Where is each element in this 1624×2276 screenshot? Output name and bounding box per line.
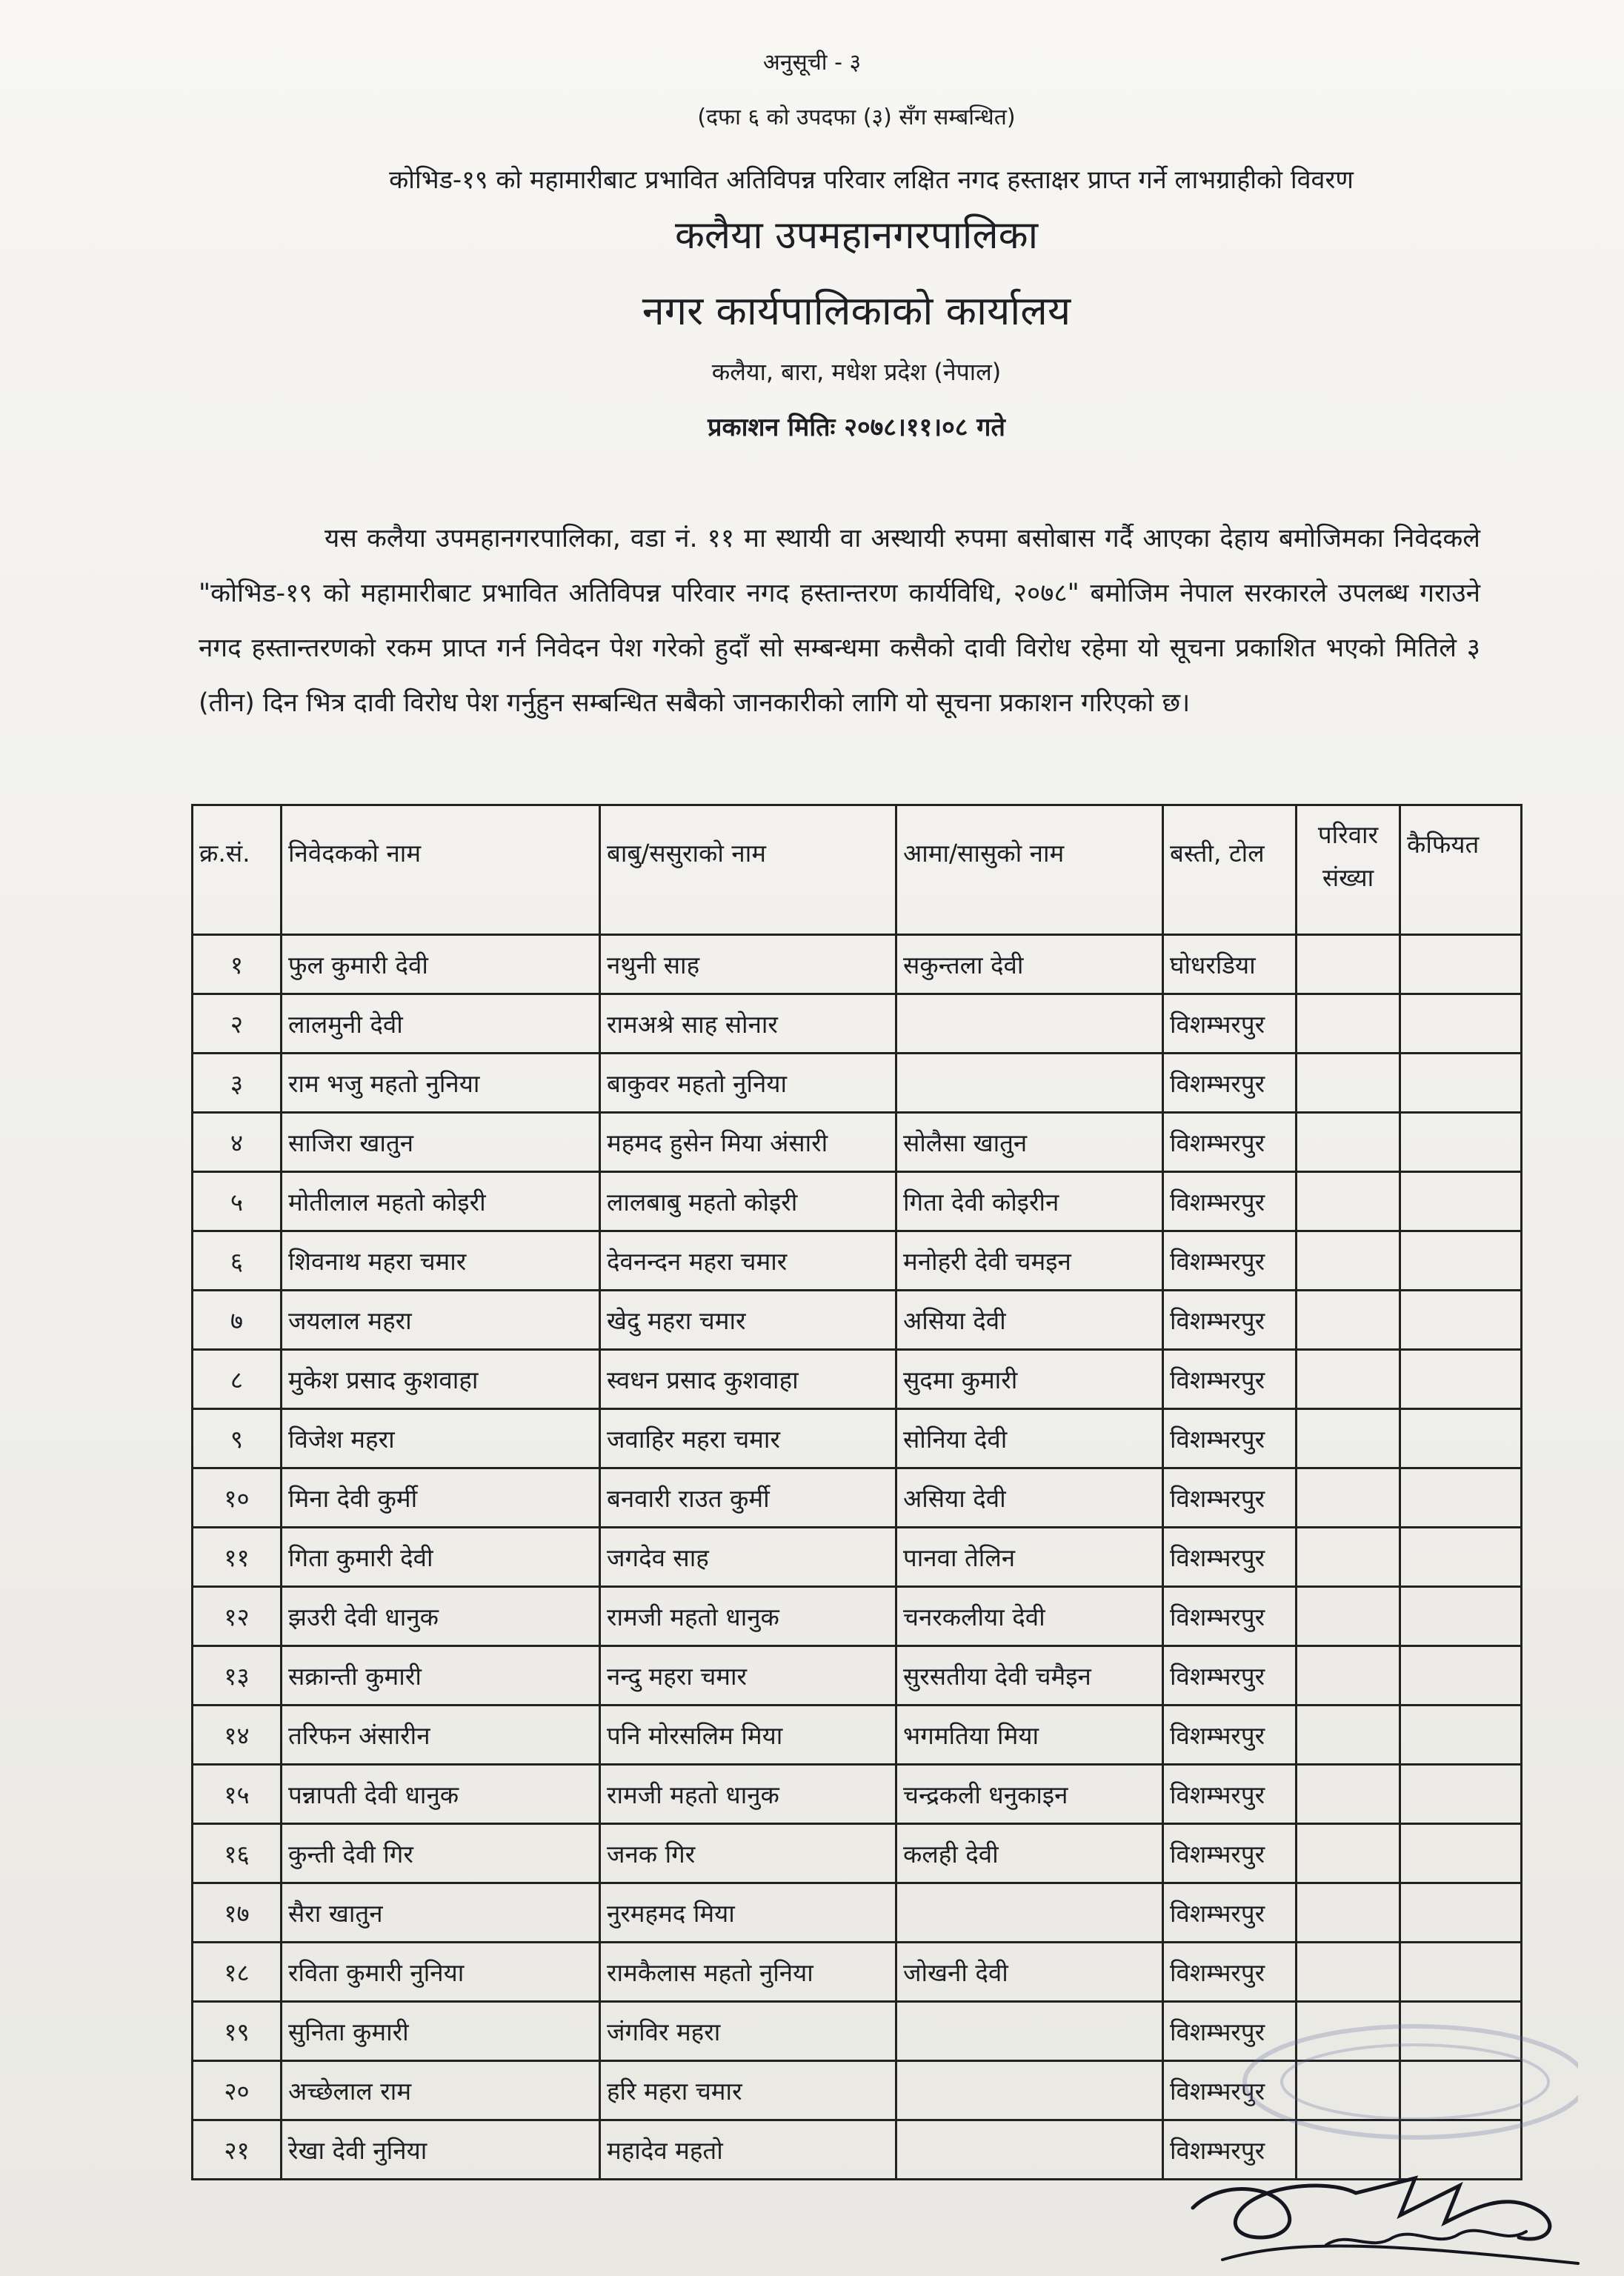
cell-mother: सोनिया देवी: [896, 1409, 1163, 1468]
cell-remarks: [1400, 1646, 1522, 1706]
cell-applicant: सक्रान्ती कुमारी: [282, 1646, 600, 1706]
clause-reference: (दफा ६ को उपदफा (३) सँग सम्बन्धित): [697, 104, 1016, 130]
cell-remarks: [1400, 1054, 1522, 1113]
cell-remarks: [1400, 1706, 1522, 1765]
cell-applicant: झउरी देवी धानुक: [282, 1587, 600, 1646]
cell-applicant: फुल कुमारी देवी: [282, 935, 600, 994]
beneficiary-table: [191, 804, 1522, 2180]
cell-father: खेदु महरा चमार: [600, 1291, 896, 1350]
office-address: कलैया, बारा, मधेश प्रदेश (नेपाल): [711, 358, 1002, 386]
cell-father: जनक गिर: [600, 1824, 896, 1883]
cell-family: [1297, 1883, 1400, 1943]
table-row: [193, 1409, 1522, 1468]
cell-applicant: सुनिता कुमारी: [282, 2002, 600, 2061]
cell-tole: विशम्भरपुर: [1163, 1113, 1297, 1172]
cell-sn: १: [193, 935, 282, 994]
cell-mother: सोलैसा खातुन: [896, 1113, 1163, 1172]
cell-sn: १०: [193, 1468, 282, 1528]
cell-father: महमद हुसेन मिया अंसारी: [600, 1113, 896, 1172]
cell-sn: ४: [193, 1113, 282, 1172]
cell-father: महादेव महतो: [600, 2120, 896, 2180]
col-header-family-line2: संख्या: [1322, 863, 1374, 892]
cell-mother: कलही देवी: [896, 1824, 1163, 1883]
col-header-tole: बस्ती, टोल: [1163, 805, 1297, 935]
cell-remarks: [1400, 1468, 1522, 1528]
table-row: [193, 1824, 1522, 1883]
cell-remarks: [1400, 1883, 1522, 1943]
cell-remarks: [1400, 1113, 1522, 1172]
cell-sn: १९: [193, 2002, 282, 2061]
cell-applicant: साजिरा खातुन: [282, 1113, 600, 1172]
cell-tole: विशम्भरपुर: [1163, 1172, 1297, 1231]
table-row: [193, 1172, 1522, 1231]
table-row: [193, 1883, 1522, 1943]
table-header-row: [193, 805, 1522, 935]
cell-mother: मनोहरी देवी चमइन: [896, 1231, 1163, 1291]
cell-tole: विशम्भरपुर: [1163, 1231, 1297, 1291]
municipality-name: कलैया उपमहानगरपालिका: [674, 213, 1039, 258]
cell-remarks: [1400, 1172, 1522, 1231]
cell-tole: विशम्भरपुर: [1163, 2120, 1297, 2180]
table-row: [193, 1646, 1522, 1706]
cell-applicant: राम भजु महतो नुनिया: [282, 1054, 600, 1113]
cell-mother: [896, 2120, 1163, 2180]
cell-mother: [896, 2002, 1163, 2061]
table-row: [193, 1113, 1522, 1172]
cell-tole: विशम्भरपुर: [1163, 1350, 1297, 1409]
cell-family: [1297, 1172, 1400, 1231]
cell-sn: १८: [193, 1943, 282, 2002]
publication-date: प्रकाशन मितिः २०७८।११।०८ गते: [708, 413, 1005, 442]
cell-tole: विशम्भरपुर: [1163, 1587, 1297, 1646]
table-row: [193, 1291, 1522, 1350]
cell-remarks: [1400, 1765, 1522, 1824]
cell-applicant: गिता कुमारी देवी: [282, 1528, 600, 1587]
cell-sn: २१: [193, 2120, 282, 2180]
cell-father: रामअश्रे साह सोनार: [600, 994, 896, 1054]
cell-sn: ६: [193, 1231, 282, 1291]
signature-mark: [1178, 2163, 1593, 2275]
table-row: [193, 935, 1522, 994]
cell-father: रामजी महतो धानुक: [600, 1587, 896, 1646]
cell-family: [1297, 1765, 1400, 1824]
cell-family: [1297, 1824, 1400, 1883]
cell-family: [1297, 1587, 1400, 1646]
cell-mother: [896, 1054, 1163, 1113]
cell-tole: विशम्भरपुर: [1163, 1824, 1297, 1883]
cell-tole: विशम्भरपुर: [1163, 1706, 1297, 1765]
cell-applicant: तरिफन अंसारीन: [282, 1706, 600, 1765]
cell-remarks: [1400, 1291, 1522, 1350]
cell-applicant: जयलाल महरा: [282, 1291, 600, 1350]
cell-father: स्वधन प्रसाद कुशवाहा: [600, 1350, 896, 1409]
cell-family: [1297, 1468, 1400, 1528]
col-header-family: [1297, 805, 1400, 935]
cell-mother: सुरसतीया देवी चमैइन: [896, 1646, 1163, 1706]
cell-applicant: रविता कुमारी नुनिया: [282, 1943, 600, 2002]
col-header-sn: क्र.सं.: [193, 805, 282, 935]
cell-family: [1297, 994, 1400, 1054]
cell-tole: विशम्भरपुर: [1163, 1528, 1297, 1587]
cell-father: बनवारी राउत कुर्मी: [600, 1468, 896, 1528]
cell-applicant: लालमुनी देवी: [282, 994, 600, 1054]
notice-paragraph: यस कलैया उपमहानगरपालिका, वडा नं. ११ मा स्थायी वा अस्थायी रुपमा बसोबास गर्दै आएका देहाय बमोजिमका निवेदकले "कोभिड-१९ को महामारीबाट प्रभावित अतिविपन्न परिवार नगद हस्तान्तरण कार्यविधि, २०७८" बमोजिम नेपाल सरकारले उपलब्ध गराउने नगद हस्तान्तरणको रकम प्राप्त गर्न निवेदन पेश गरेको हुदाँ सो सम्बन्धमा कसैको दावी विरोध रहेमा यो सूचना प्रकाशित भएको मितिले ३ (तीन) दिन भित्र दावी विरोध पेश गर्नुहुन सम्बन्धित सबैको जानकारीको लागि यो सूचना प्रकाशन गरिएको छ।: [199, 524, 1480, 718]
cell-father: पनि मोरसलिम मिया: [600, 1706, 896, 1765]
cell-sn: ९: [193, 1409, 282, 1468]
cell-sn: १५: [193, 1765, 282, 1824]
table-row: [193, 1706, 1522, 1765]
cell-sn: ७: [193, 1291, 282, 1350]
cell-mother: असिया देवी: [896, 1291, 1163, 1350]
col-header-applicant: निवेदकको नाम: [282, 805, 600, 935]
cell-mother: [896, 994, 1163, 1054]
cell-family: [1297, 1113, 1400, 1172]
cell-applicant: मुकेश प्रसाद कुशवाहा: [282, 1350, 600, 1409]
cell-tole: विशम्भरपुर: [1163, 2002, 1297, 2061]
cell-tole: विशम्भरपुर: [1163, 1765, 1297, 1824]
cell-father: नुरमहमद मिया: [600, 1883, 896, 1943]
cell-remarks: [1400, 1528, 1522, 1587]
cell-mother: असिया देवी: [896, 1468, 1163, 1528]
cell-sn: २०: [193, 2061, 282, 2120]
cell-applicant: पन्नापती देवी धानुक: [282, 1765, 600, 1824]
cell-mother: चन्द्रकली धनुकाइन: [896, 1765, 1163, 1824]
cell-applicant: रेखा देवी नुनिया: [282, 2120, 600, 2180]
table-row: [193, 1468, 1522, 1528]
table-row: [193, 1231, 1522, 1291]
cell-sn: १२: [193, 1587, 282, 1646]
cell-family: [1297, 1646, 1400, 1706]
cell-mother: जोखनी देवी: [896, 1943, 1163, 2002]
cell-sn: १३: [193, 1646, 282, 1706]
table-row: [193, 994, 1522, 1054]
cell-remarks: [1400, 1350, 1522, 1409]
cell-tole: विशम्भरपुर: [1163, 994, 1297, 1054]
cell-tole: विशम्भरपुर: [1163, 1291, 1297, 1350]
cell-mother: गिता देवी कोइरीन: [896, 1172, 1163, 1231]
cell-family: [1297, 1054, 1400, 1113]
cell-mother: [896, 1883, 1163, 1943]
document-heading: कोभिड-१९ को महामारीबाट प्रभावित अतिविपन्न परिवार लक्षित नगद हस्ताक्षर प्राप्त गर्ने लाभग्राहीको विवरण: [389, 165, 1354, 195]
office-stamp: [1193, 2015, 1578, 2149]
col-header-family-line1: परिवार: [1317, 820, 1379, 849]
cell-sn: ५: [193, 1172, 282, 1231]
cell-father: लालबाबु महतो कोइरी: [600, 1172, 896, 1231]
cell-family: [1297, 1231, 1400, 1291]
cell-family: [1297, 1409, 1400, 1468]
table-row: [193, 1943, 1522, 2002]
cell-father: रामकैलास महतो नुनिया: [600, 1943, 896, 2002]
cell-family: [1297, 1528, 1400, 1587]
cell-remarks: [1400, 1587, 1522, 1646]
cell-applicant: मिना देवी कुर्मी: [282, 1468, 600, 1528]
cell-family: [1297, 1943, 1400, 2002]
cell-tole: विशम्भरपुर: [1163, 1468, 1297, 1528]
cell-tole: विशम्भरपुर: [1163, 2061, 1297, 2120]
cell-sn: २: [193, 994, 282, 1054]
cell-applicant: सैरा खातुन: [282, 1883, 600, 1943]
cell-remarks: [1400, 935, 1522, 994]
cell-father: रामजी महतो धानुक: [600, 1765, 896, 1824]
cell-mother: पानवा तेलिन: [896, 1528, 1163, 1587]
office-name: नगर कार्यपालिकाको कार्यालय: [642, 287, 1071, 334]
cell-mother: भगमतिया मिया: [896, 1706, 1163, 1765]
cell-father: देवनन्दन महरा चमार: [600, 1231, 896, 1291]
cell-father: बाकुवर महतो नुनिया: [600, 1054, 896, 1113]
cell-tole: विशम्भरपुर: [1163, 1883, 1297, 1943]
cell-father: जंगविर महरा: [600, 2002, 896, 2061]
cell-mother: सुदमा कुमारी: [896, 1350, 1163, 1409]
cell-sn: १६: [193, 1824, 282, 1883]
cell-father: नथुनी साह: [600, 935, 896, 994]
cell-remarks: [1400, 1409, 1522, 1468]
col-header-father: बाबु/ससुराको नाम: [600, 805, 896, 935]
cell-tole: विशम्भरपुर: [1163, 1054, 1297, 1113]
table-row: [193, 1054, 1522, 1113]
cell-applicant: विजेश महरा: [282, 1409, 600, 1468]
cell-family: [1297, 935, 1400, 994]
cell-sn: ३: [193, 1054, 282, 1113]
cell-remarks: [1400, 1943, 1522, 2002]
cell-applicant: शिवनाथ महरा चमार: [282, 1231, 600, 1291]
cell-mother: [896, 2061, 1163, 2120]
cell-sn: १७: [193, 1883, 282, 1943]
cell-remarks: [1400, 1231, 1522, 1291]
table-body: [193, 935, 1522, 2180]
cell-tole: विशम्भरपुर: [1163, 1646, 1297, 1706]
cell-mother: चनरकलीया देवी: [896, 1587, 1163, 1646]
cell-family: [1297, 1350, 1400, 1409]
cell-tole: विशम्भरपुर: [1163, 1943, 1297, 2002]
table-row: [193, 1765, 1522, 1824]
col-header-mother: आमा/सासुको नाम: [896, 805, 1163, 935]
cell-applicant: अच्छेलाल राम: [282, 2061, 600, 2120]
cell-remarks: [1400, 994, 1522, 1054]
annex-label: अनुसूची - ३: [762, 50, 862, 76]
cell-family: [1297, 1291, 1400, 1350]
cell-father: नन्दु महरा चमार: [600, 1646, 896, 1706]
table-row: [193, 1528, 1522, 1587]
cell-family: [1297, 1706, 1400, 1765]
cell-father: जवाहिर महरा चमार: [600, 1409, 896, 1468]
cell-tole: विशम्भरपुर: [1163, 1409, 1297, 1468]
cell-applicant: मोतीलाल महतो कोइरी: [282, 1172, 600, 1231]
cell-applicant: कुन्ती देवी गिर: [282, 1824, 600, 1883]
cell-sn: ८: [193, 1350, 282, 1409]
cell-mother: सकुन्तला देवी: [896, 935, 1163, 994]
table-row: [193, 1350, 1522, 1409]
col-header-remarks: कैफियत: [1400, 805, 1522, 935]
cell-sn: १४: [193, 1706, 282, 1765]
cell-father: जगदेव साह: [600, 1528, 896, 1587]
cell-sn: ११: [193, 1528, 282, 1587]
cell-father: हरि महरा चमार: [600, 2061, 896, 2120]
table-row: [193, 1587, 1522, 1646]
cell-remarks: [1400, 1824, 1522, 1883]
cell-tole: घोधरडिया: [1163, 935, 1297, 994]
